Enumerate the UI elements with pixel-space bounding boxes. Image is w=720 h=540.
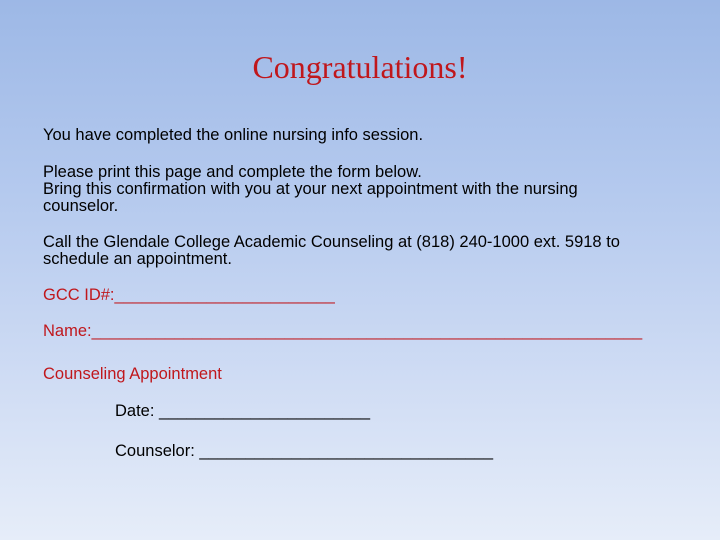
date-field: Date: _______________________ bbox=[115, 402, 371, 420]
call-instructions-line-1: Call the Glendale College Academic Counseling at (818) 240-1000 ext. 5918 to bbox=[43, 233, 620, 251]
page-title: Congratulations! bbox=[252, 49, 468, 85]
counselor-field: Counselor: ________________________________ bbox=[115, 442, 494, 460]
completed-message: You have completed the online nursing info session. bbox=[43, 126, 424, 144]
name-field: Name:____________________________________________________________ bbox=[43, 322, 643, 340]
print-instructions-line-1: Please print this page and complete the form below. bbox=[43, 163, 422, 181]
call-instructions-line-2: schedule an appointment. bbox=[43, 250, 232, 268]
print-instructions bbox=[43, 164, 683, 215]
print-instructions-line-2: Bring this confirmation with you at your next appointment with the nursing bbox=[43, 180, 578, 198]
call-instructions bbox=[43, 234, 683, 268]
gcc-id-field: GCC ID#:________________________ bbox=[43, 286, 335, 304]
print-instructions-line-3: counselor. bbox=[43, 197, 119, 215]
counseling-appointment-heading: Counseling Appointment bbox=[43, 365, 222, 383]
